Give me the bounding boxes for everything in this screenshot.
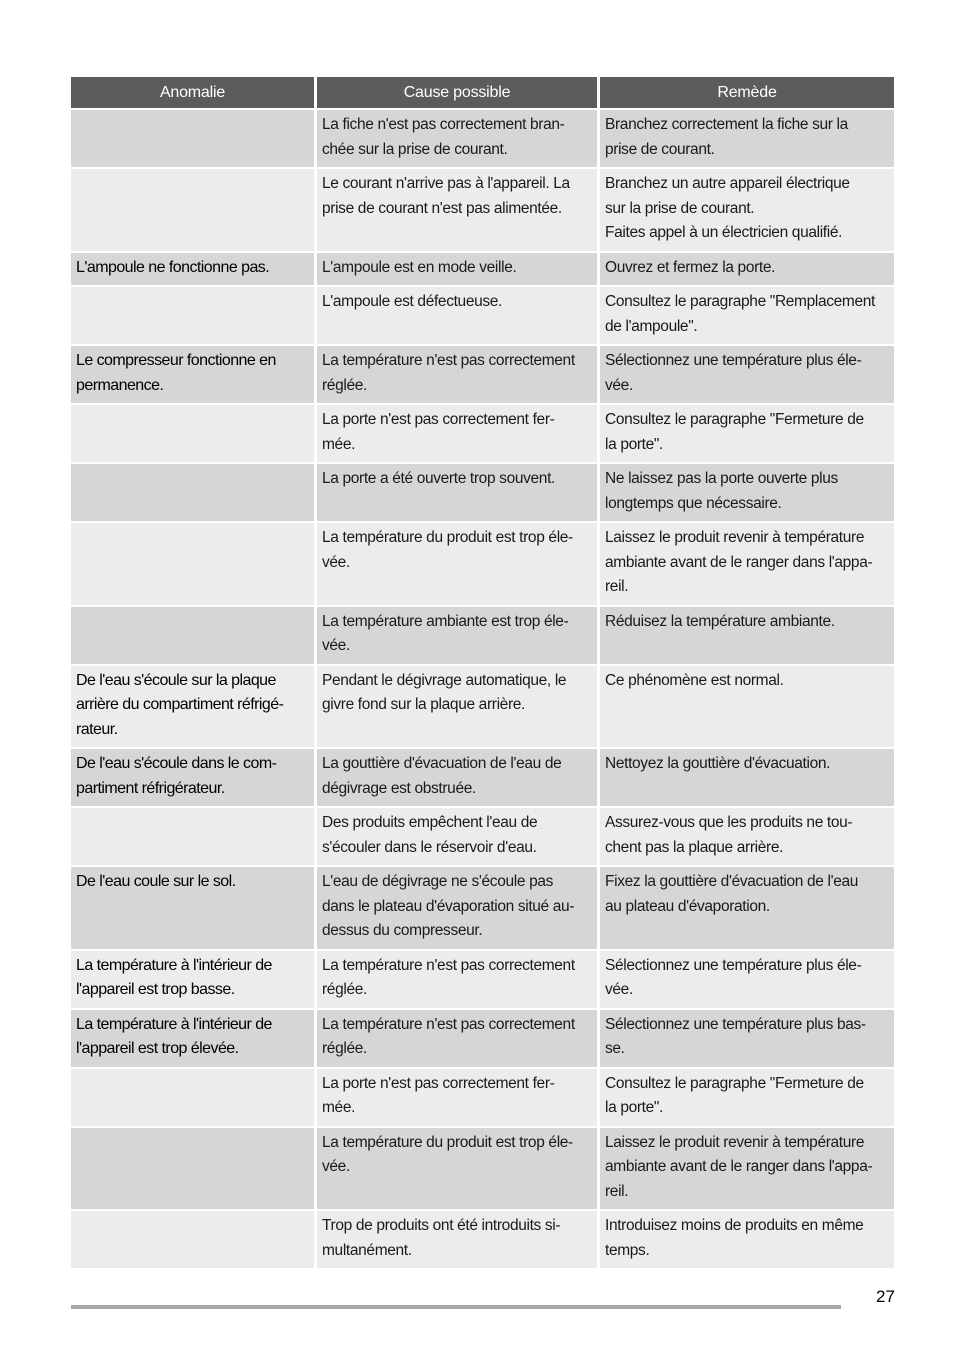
cell-remedy: [600, 1211, 894, 1270]
table-row: [71, 405, 894, 464]
cell-anomaly-line: permanence.: [76, 376, 164, 394]
cell-anomaly: [71, 808, 317, 867]
cell-remedy: [600, 253, 894, 288]
cell-remedy: [600, 607, 894, 666]
table-row: [71, 1069, 894, 1128]
cell-anomaly: [71, 346, 317, 405]
table-row: [71, 951, 894, 1010]
cell-cause: [317, 169, 600, 253]
cell-remedy-line: Ouvrez et fermez la porte.: [605, 258, 776, 276]
cell-remedy-line: au plateau d'évaporation.: [605, 897, 770, 915]
cell-cause: [317, 464, 600, 523]
cell-anomaly-line: De l'eau s'écoule dans le com-: [76, 755, 277, 772]
cell-cause-line: La fiche n'est pas correctement bran-: [322, 116, 565, 133]
cell-anomaly: [71, 1211, 317, 1270]
cell-cause-line: L'ampoule est en mode veille.: [322, 258, 517, 276]
cell-remedy-line: ambiante avant de le ranger dans l'appa-: [605, 1158, 873, 1175]
cell-cause: [317, 287, 600, 346]
cell-anomaly: [71, 749, 317, 808]
cell-remedy-line: Nettoyez la gouttière d'évacuation.: [605, 755, 831, 772]
cell-cause-line: mée.: [322, 1099, 356, 1116]
cell-anomaly-line: De l'eau coule sur le sol.: [76, 873, 236, 890]
cell-cause: [317, 1069, 600, 1128]
cell-anomaly-line: l'appareil est trop élevée.: [76, 1040, 239, 1057]
cell-anomaly: [71, 464, 317, 523]
cell-anomaly: [71, 1128, 317, 1212]
cell-remedy: [600, 346, 894, 405]
cell-anomaly-line: La température à l'intérieur de: [76, 956, 272, 974]
cell-remedy-line: chent pas la plaque arrière.: [605, 838, 784, 856]
cell-remedy: [600, 287, 894, 346]
table-row: [71, 1128, 894, 1212]
cell-cause-line: dégivrage est obstruée.: [322, 779, 476, 797]
cell-anomaly: [71, 169, 317, 253]
cell-anomaly-line: arrière du compartiment réfrigé-: [76, 696, 284, 713]
cell-cause-line: vée.: [322, 1158, 350, 1175]
table-body: [71, 110, 894, 1270]
table-row: [71, 666, 894, 750]
cell-anomaly-line: De l'eau s'écoule sur la plaque: [76, 671, 276, 689]
cell-cause-line: Des produits empêchent l'eau de: [322, 814, 538, 831]
cell-cause-line: La température ambiante est trop éle-: [322, 612, 569, 630]
cell-remedy-line: vée.: [605, 981, 633, 998]
table-row: [71, 749, 894, 808]
cell-anomaly: [71, 405, 317, 464]
table-row: [71, 1211, 894, 1270]
cell-remedy: [600, 666, 894, 750]
cell-cause: [317, 1128, 600, 1212]
cell-cause-line: Pendant le dégivrage automatique, le: [322, 671, 567, 689]
cell-cause: [317, 1010, 600, 1069]
cell-cause-line: La température du produit est trop éle-: [322, 529, 573, 546]
cell-remedy: [600, 523, 894, 607]
cell-remedy-line: se.: [605, 1040, 625, 1057]
page-number: 27: [876, 1287, 895, 1306]
cell-remedy: [600, 1128, 894, 1212]
cell-cause-line: La gouttière d'évacuation de l'eau de: [322, 755, 562, 772]
cell-anomaly: [71, 253, 317, 288]
cell-cause: [317, 346, 600, 405]
footer-rule: [71, 1305, 841, 1309]
cell-remedy-line: Ce phénomène est normal.: [605, 671, 784, 689]
cell-remedy-line: ambiante avant de le ranger dans l'appa-: [605, 553, 873, 571]
header-anomaly: Anomalie: [71, 77, 317, 110]
cell-cause: [317, 1211, 600, 1270]
cell-cause: [317, 867, 600, 951]
cell-remedy-line: reil.: [605, 578, 629, 595]
cell-cause-line: prise de courant n'est pas alimentée.: [322, 199, 562, 217]
cell-remedy: [600, 1069, 894, 1128]
cell-remedy: [600, 110, 894, 169]
table-row: [71, 867, 894, 951]
cell-cause-line: L'ampoule est défectueuse.: [322, 293, 502, 310]
cell-anomaly: [71, 287, 317, 346]
cell-remedy-line: longtemps que nécessaire.: [605, 494, 782, 512]
cell-cause-line: vée.: [322, 553, 350, 571]
cell-anomaly-line: La température à l'intérieur de: [76, 1015, 272, 1033]
cell-remedy-line: reil.: [605, 1182, 629, 1200]
cell-cause: [317, 110, 600, 169]
table-row: [71, 110, 894, 169]
cell-remedy-line: Laissez le produit revenir à température: [605, 529, 865, 546]
cell-cause-line: s'écouler dans le réservoir d'eau.: [322, 838, 537, 856]
cell-remedy-line: prise de courant.: [605, 140, 715, 158]
cell-anomaly: [71, 1010, 317, 1069]
cell-cause: [317, 523, 600, 607]
table-header-row: [71, 77, 894, 110]
cell-cause: [317, 749, 600, 808]
cell-remedy: [600, 1010, 894, 1069]
cell-cause-line: La température n'est pas correctement: [322, 352, 575, 369]
cell-cause-line: réglée.: [322, 376, 367, 394]
troubleshooting-table-container: [71, 77, 894, 1270]
cell-remedy-line: Sélectionnez une température plus éle-: [605, 956, 862, 974]
cell-remedy-line: Sélectionnez une température plus bas-: [605, 1015, 866, 1033]
cell-cause-line: multanément.: [322, 1241, 412, 1259]
table-row: [71, 523, 894, 607]
cell-cause-line: dessus du compresseur.: [322, 922, 483, 939]
cell-remedy-line: de l'ampoule".: [605, 317, 698, 335]
table-row: [71, 287, 894, 346]
header-cause: Cause possible: [317, 77, 600, 110]
cell-remedy-line: Sélectionnez une température plus éle-: [605, 352, 862, 369]
cell-cause-line: réglée.: [322, 981, 367, 998]
cell-cause-line: La porte a été ouverte trop souvent.: [322, 470, 555, 487]
cell-remedy-line: Ne laissez pas la porte ouverte plus: [605, 470, 838, 487]
cell-anomaly: [71, 666, 317, 750]
cell-remedy-line: Assurez-vous que les produits ne tou-: [605, 814, 853, 831]
cell-remedy-line: la porte".: [605, 1099, 664, 1116]
cell-anomaly: [71, 523, 317, 607]
cell-remedy-line: Consultez le paragraphe "Remplacement: [605, 293, 875, 310]
cell-cause-line: La température du produit est trop éle-: [322, 1133, 573, 1151]
table-row: [71, 607, 894, 666]
cell-remedy-line: Branchez un autre appareil électrique: [605, 175, 850, 192]
cell-remedy-line: Fixez la gouttière d'évacuation de l'eau: [605, 873, 859, 890]
table-row: [71, 1010, 894, 1069]
cell-cause: [317, 666, 600, 750]
cell-remedy-line: Consultez le paragraphe "Fermeture de: [605, 1074, 864, 1092]
cell-cause-line: Le courant n'arrive pas à l'appareil. La: [322, 175, 570, 192]
cell-remedy: [600, 464, 894, 523]
cell-remedy-line: Introduisez moins de produits en même: [605, 1217, 864, 1234]
cell-cause-line: vée.: [322, 637, 350, 654]
cell-remedy: [600, 951, 894, 1010]
cell-cause: [317, 253, 600, 288]
cell-cause-line: La température n'est pas correctement: [322, 956, 575, 974]
cell-cause-line: La porte n'est pas correctement fer-: [322, 1074, 555, 1092]
cell-anomaly: [71, 607, 317, 666]
table-row: [71, 346, 894, 405]
table-row: [71, 253, 894, 288]
cell-anomaly: [71, 867, 317, 951]
cell-remedy-line: la porte".: [605, 435, 664, 453]
cell-remedy-line: Consultez le paragraphe "Fermeture de: [605, 411, 864, 428]
cell-cause-line: mée.: [322, 435, 356, 453]
cell-remedy: [600, 405, 894, 464]
cell-anomaly: [71, 1069, 317, 1128]
cell-cause: [317, 405, 600, 464]
cell-cause: [317, 607, 600, 666]
troubleshooting-table: [71, 77, 894, 1270]
table-row: [71, 169, 894, 253]
cell-anomaly-line: Le compresseur fonctionne en: [76, 352, 276, 369]
cell-remedy-line: temps.: [605, 1241, 650, 1259]
table-row: [71, 808, 894, 867]
cell-cause: [317, 951, 600, 1010]
cell-remedy-line: vée.: [605, 376, 633, 394]
cell-cause-line: réglée.: [322, 1040, 367, 1057]
cell-anomaly: [71, 951, 317, 1010]
cell-anomaly-line: l'appareil est trop basse.: [76, 981, 235, 998]
cell-cause: [317, 808, 600, 867]
cell-remedy: [600, 867, 894, 951]
cell-remedy-line: Branchez correctement la fiche sur la: [605, 116, 848, 133]
cell-anomaly-line: rateur.: [76, 720, 118, 738]
cell-cause-line: La température n'est pas correctement: [322, 1015, 575, 1033]
cell-cause-line: L'eau de dégivrage ne s'écoule pas: [322, 873, 554, 890]
cell-remedy-line: Réduisez la température ambiante.: [605, 612, 835, 630]
cell-remedy-line: Faites appel à un électricien qualifié.: [605, 224, 843, 241]
cell-remedy-line: Laissez le produit revenir à température: [605, 1133, 865, 1151]
cell-cause-line: Trop de produits ont été introduits si-: [322, 1217, 561, 1234]
cell-cause-line: La porte n'est pas correctement fer-: [322, 411, 555, 428]
cell-remedy-line: sur la prise de courant.: [605, 199, 755, 217]
table-row: [71, 464, 894, 523]
cell-cause-line: chée sur la prise de courant.: [322, 140, 508, 158]
cell-remedy: [600, 169, 894, 253]
cell-remedy: [600, 808, 894, 867]
cell-anomaly: [71, 110, 317, 169]
header-remedy: Remède: [600, 77, 894, 110]
cell-anomaly-line: partiment réfrigérateur.: [76, 779, 225, 797]
cell-anomaly-line: L'ampoule ne fonctionne pas.: [76, 258, 270, 276]
cell-remedy: [600, 749, 894, 808]
cell-cause-line: givre fond sur la plaque arrière.: [322, 696, 525, 713]
cell-cause-line: dans le plateau d'évaporation situé au-: [322, 897, 575, 915]
